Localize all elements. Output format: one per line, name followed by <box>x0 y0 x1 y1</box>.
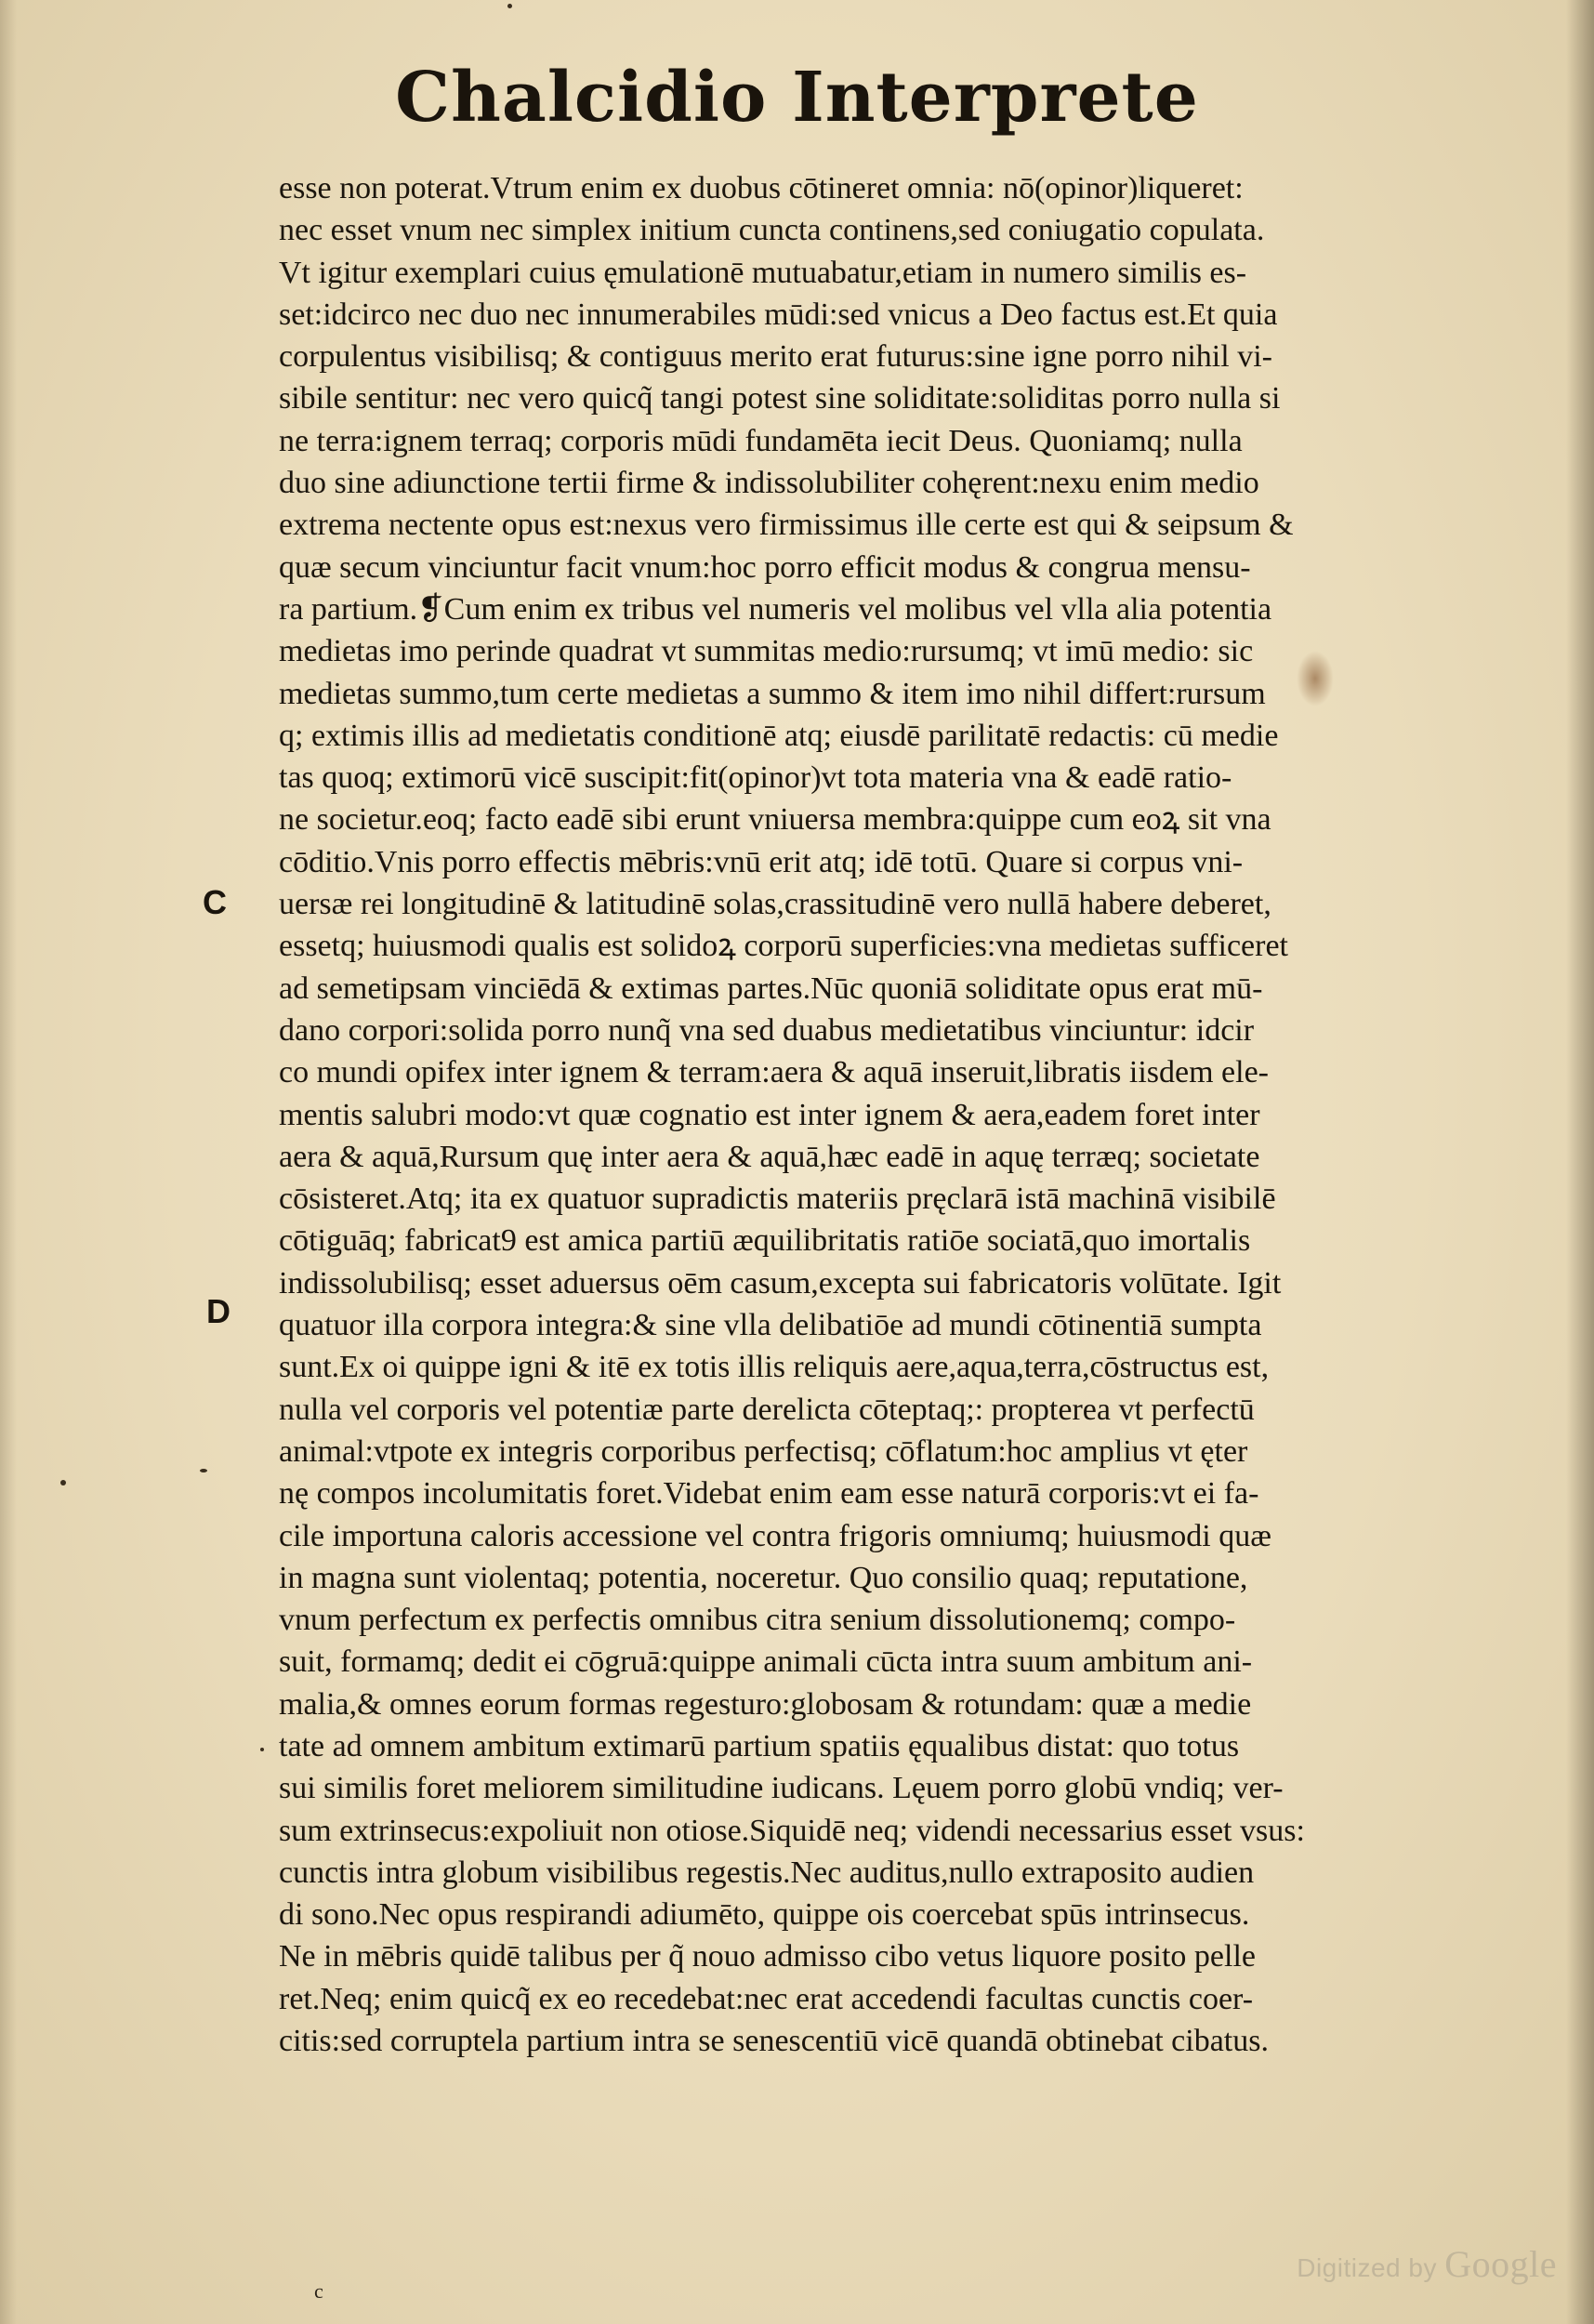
text-line: extrema nectente opus est:nexus vero firmissimus ille certe est qui & seipsum & <box>279 508 1294 543</box>
text-line: malia,& omnes eorum formas regesturo:globosam & rotundam: quæ a medie <box>279 1686 1252 1722</box>
text-line: nę compos incolumitatis foret.Videbat enim eam esse naturā corporis:vt ei fa- <box>279 1476 1259 1512</box>
text-line: quæ secum vinciuntur facit vnum:hoc porro efficit modus & congrua mensu- <box>279 549 1251 585</box>
text-line: ret.Neq; enim quicq̃ ex eo recedebat:nec erat accedendi facultas cunctis coer- <box>279 1981 1254 2016</box>
margin-note-c: C <box>203 883 227 921</box>
text-line: essetq; huiusmodi qualis est solidoꝝ corporū superficies:vna medietas sufficeret <box>279 929 1289 964</box>
text-line: ra partium.❡Cum enim ex tribus vel numeris vel molibus vel vlla alia potentia <box>279 591 1272 627</box>
text-line: dano corpori:solida porro nunq̃ vna sed duabus medietatibus vinciuntur: idcir <box>279 1012 1255 1048</box>
left-edge-shadow <box>0 0 17 2324</box>
text-line: suit, formamq; dedit ei cōgruā:quippe animali cūcta intra suum ambitum ani- <box>279 1644 1253 1680</box>
text-line: ne societur.eoq; facto eadē sibi erunt vniuersa membra:quippe cum eoꝝ sit vna <box>279 802 1271 838</box>
footer-mark: c <box>314 2279 323 2303</box>
speck <box>60 1480 66 1486</box>
text-line: corpulentus visibilisq; & contiguus merito erat futurus:sine igne porro nihil vi- <box>279 339 1272 375</box>
speck <box>200 1469 207 1472</box>
right-edge-shadow <box>1566 0 1594 2324</box>
text-line: tas quoq; extimorū vicē suscipit:fit(opinor)vt tota materia vna & eadē ratio- <box>279 760 1232 796</box>
text-line: Ne in mēbris quidē talibus per q̃ nouo admisso cibo vetus liquore posito pelle <box>279 1939 1256 1974</box>
text-line: cunctis intra globum visibilibus regestis.Nec auditus,nullo extraposito audien <box>279 1855 1255 1890</box>
text-line: Vt igitur exemplari cuius ęmulationē mutuabatur,etiam in numero similis es- <box>279 255 1247 290</box>
text-line: cōditio.Vnis porro effectis mēbris:vnū erit atq; idē totū. Quare si corpus vni- <box>279 844 1244 879</box>
text-line: uersæ rei longitudinē & latitudinē solas,crassitudinē vero nullā habere deberet, <box>279 887 1271 922</box>
text-line: vnum perfectum ex perfectis omnibus citra senium dissolutionemq; compo- <box>279 1603 1236 1638</box>
text-line: sui similis foret meliorem similitudine iudicans. Lęuem porro globū vndiq; ver- <box>279 1771 1284 1806</box>
text-line: sunt.Ex oi quippe igni & itē ex totis illis reliquis aere,aqua,terra,cōstructus est, <box>279 1350 1270 1385</box>
text-line: nec esset vnum nec simplex initium cuncta continens,sed coniugatio copulata. <box>279 213 1265 248</box>
text-line: mentis salubri modo:vt quæ cognatio est inter ignem & aera,eadem foret inter <box>279 1097 1260 1132</box>
text-line: cōtiguāq; fabricat9 est amica partiū æquilibritatis ratiōe sociatā,quo imortalis <box>279 1223 1251 1259</box>
text-line: duo sine adiunctione tertii firme & indissolubiliter cohęrent:nexu enim medio <box>279 466 1259 501</box>
watermark-prefix: Digitized by <box>1297 2253 1437 2282</box>
digitized-watermark <box>1297 2242 1557 2286</box>
text-line: medietas summo,tum certe medietas a summo & item imo nihil differt:rursum <box>279 676 1266 711</box>
text-line: ad semetipsam vinciēdā & extimas partes.Nūc quoniā soliditate opus erat mū- <box>279 971 1263 1006</box>
text-line: medietas imo perinde quadrat vt summitas medio:rursumq; vt imū medio: sic <box>279 634 1254 669</box>
text-line: aera & aquā,Rursum quę inter aera & aquā,hæc eadē in aquę terræq; societate <box>279 1139 1260 1174</box>
text-line: quatuor illa corpora integra:& sine vlla delibatiōe ad mundi cōtinentiā sumpta <box>279 1308 1262 1343</box>
text-line: di sono.Nec opus respirandi adiumēto, quippe ois coercebat spūs intrinsecus. <box>279 1897 1250 1933</box>
text-line: cōsisteret.Atq; ita ex quatuor supradictis materiis pręclarā istā machinā visibilē <box>279 1182 1276 1217</box>
text-line: sibile sentitur: nec vero quicq̃ tangi potest sine soliditate:soliditas porro nulla si <box>279 381 1281 416</box>
text-line: animal:vtpote ex integris corporibus perfectisq; cōflatum:hoc amplius vt ęter <box>279 1433 1248 1469</box>
watermark-brand: Google <box>1444 2243 1557 2285</box>
text-line: citis:sed corruptela partium intra se senescentiū vicē quandā obtinebat cibatus. <box>279 2024 1269 2059</box>
page-header: Chalcidio Interprete <box>395 58 1199 138</box>
text-line: esse non poterat.Vtrum enim ex duobus cōtineret omnia: nō(opinor)liqueret: <box>279 171 1244 205</box>
text-line: ne terra:ignem terraq; corporis mūdi fundamēta iecit Deus. Quoniamq; nulla <box>279 423 1243 458</box>
text-line: set:idcirco nec duo nec innumerabiles mūdi:sed vnicus a Deo factus est.Et quia <box>279 297 1278 332</box>
speck <box>507 4 512 8</box>
text-line: indissolubilisq; esset aduersus oēm casum,excepta sui fabricatoris volūtate. Igit <box>279 1265 1282 1301</box>
speck <box>260 1748 264 1751</box>
text-line: co mundi opifex inter ignem & terram:aera & aquā inseruit,libratis iisdem ele- <box>279 1055 1269 1090</box>
text-line: q; extimis illis ad medietatis conditionē atq; eiusdē parilitatē redactis: cū medie <box>279 718 1279 753</box>
text-line: tate ad omnem ambitum extimarū partium spatiis ęqualibus distat: quo totus <box>279 1728 1240 1763</box>
text-line: sum extrinsecus:expoliuit non otiose.Siquidē neq; videndi necessarius esset vsus: <box>279 1813 1305 1848</box>
body-text <box>279 167 1450 2062</box>
margin-note-d: D <box>206 1292 231 1330</box>
text-line: cile importuna caloris accessione vel contra frigoris omniumq; huiusmodi quæ <box>279 1518 1271 1553</box>
text-line: nulla vel corporis vel potentiæ parte derelicta cōteptaq;: propterea vt perfectū <box>279 1392 1255 1427</box>
text-line: in magna sunt violentaq; potentia, noceretur. Quo consilio quaq; reputatione, <box>279 1560 1248 1595</box>
